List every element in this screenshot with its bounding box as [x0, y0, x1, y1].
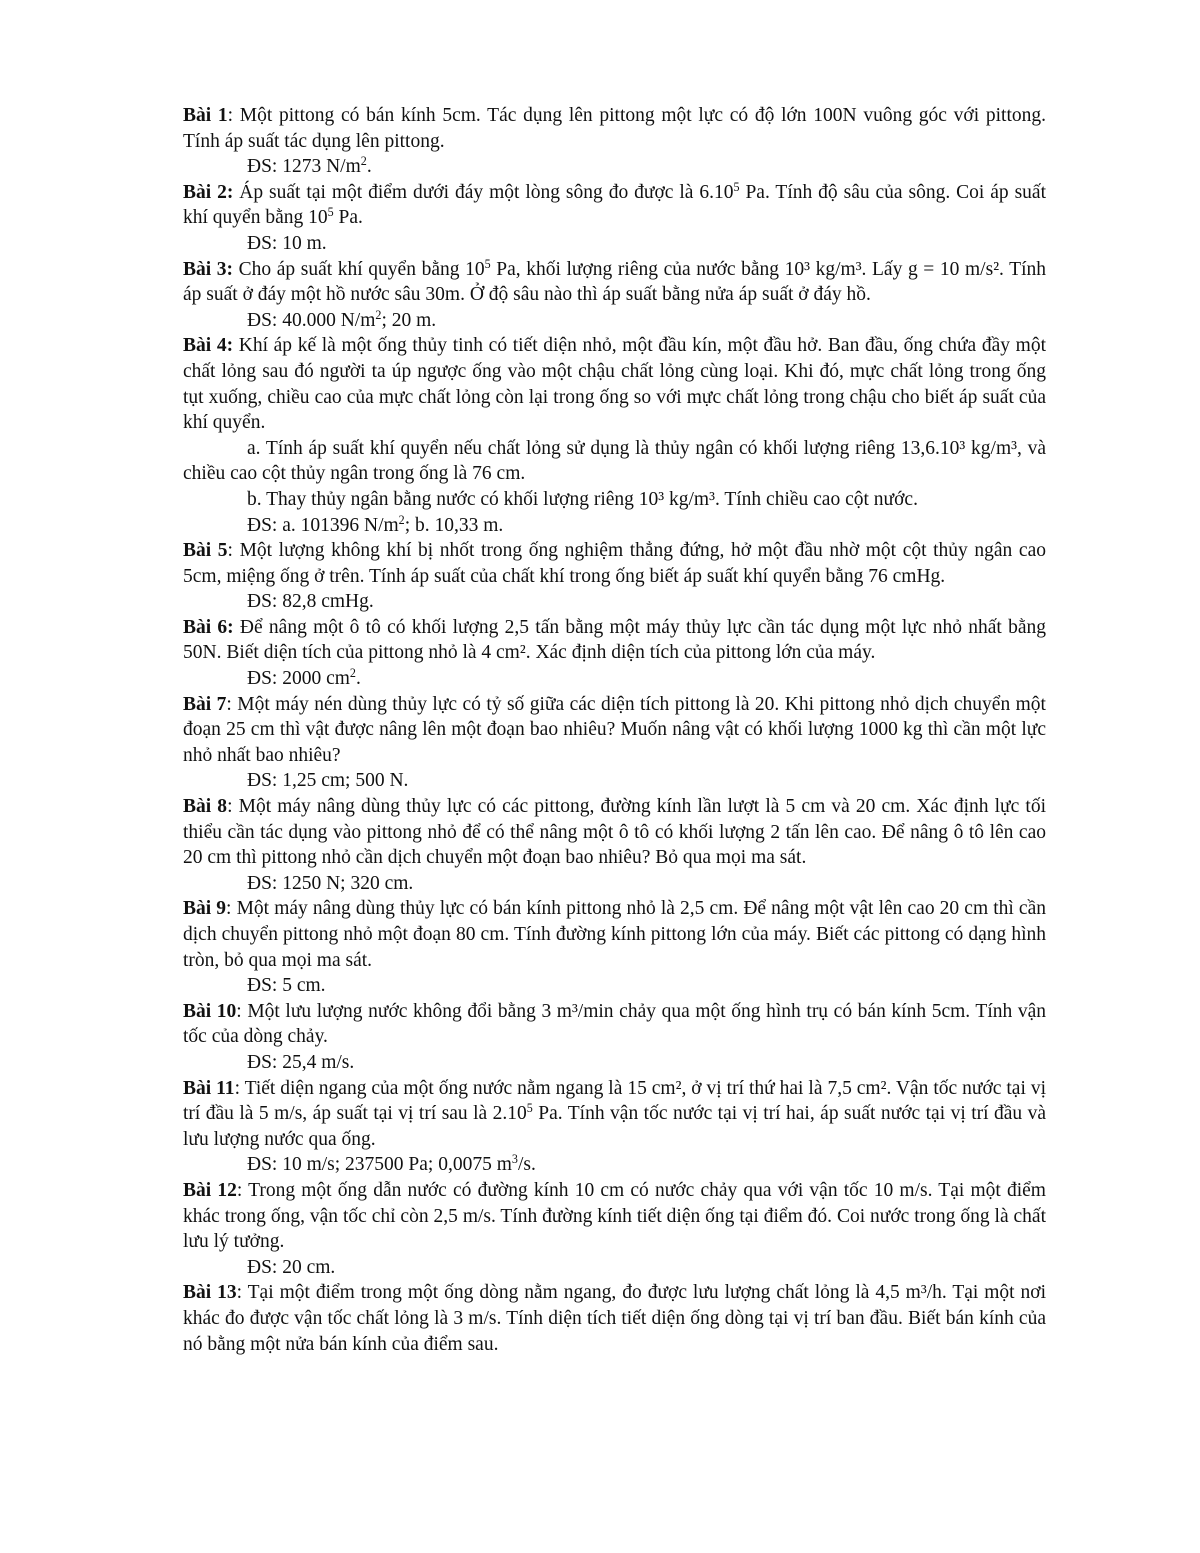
problem-block: [183, 692, 1046, 794]
problem-answer: ĐS: 40.000 $N/m^2$; 20 m.: [247, 307, 437, 331]
problem-label: Bài 3:: [183, 258, 234, 280]
problem-block: [183, 333, 1046, 538]
document-page: [183, 103, 1046, 1357]
problem-statement: [183, 1280, 1046, 1357]
problem-label-separator: :: [226, 693, 238, 715]
problem-label-separator: :: [227, 105, 240, 126]
problem-block: [183, 896, 1046, 998]
problem-answer: ĐS: 1,25 cm; 500 N.: [247, 770, 409, 792]
problem-answer: ĐS: 20 cm.: [247, 1256, 336, 1278]
problem-label: Bài 10: [183, 1000, 237, 1022]
problem-statement: [183, 692, 1046, 769]
problem-block: [183, 615, 1046, 692]
problem-label: Bài 8: [183, 796, 228, 818]
problem-block: [183, 794, 1046, 896]
problem-statement: [183, 538, 1046, 589]
problem-block: [183, 257, 1046, 334]
problem-block: [183, 103, 1046, 180]
problem-statement: [183, 1178, 1046, 1255]
problem-text: Khí áp kế là một ống thủy tinh có tiết diện nhỏ, một đầu kín, một đầu hở. Ban đầu, ống chứa đầy một chất lỏng sau đó người ta úp ngược ống vào một chậu chất lỏng cùng loại. Khi đó, mực chất lỏng trong ống tụt xuống, chiều cao của mực chất lỏng còn lại trong ống so với mực chất lỏng trong chậu cho biết áp suất của khí quyển.: [183, 335, 1046, 434]
problem-text: Tiết diện ngang của một ống nước nằm ngang là 15 cm², ở vị trí thứ hai là 7,5 cm². Vận tốc nước tại vị trí đầu là 5 m/s, áp suất tại vị trí sau là 2.10$^5$ Pa. Tính vận tốc nước tại vị trí hai, áp suất nước tại vị trí đầu và lưu lượng nước qua ống.: [183, 1077, 1046, 1150]
problem-label-separator: :: [226, 898, 237, 920]
problem-answer: ĐS: a. 101396 $N/m^2$; b. 10,33 m.: [247, 512, 504, 536]
problem-text: Một máy nâng dùng thủy lực có các pittong, đường kính lần lượt là 5 cm và 20 cm. Xác định lực tối thiểu cần tác dụng vào pittong nhỏ để có thể nâng một ô tô có khối lượng 2 tấn lên cao. Để nâng ô tô lên cao 20 cm thì pittong nhỏ cần dịch chuyển một đoạn bao nhiêu? Bỏ qua mọi ma sát.: [183, 796, 1046, 869]
problem-text: Cho áp suất khí quyển bằng $10^5$ Pa, khối lượng riêng của nước bằng 10³ kg/m³. Lấy g = 10 m/s². Tính áp suất ở đáy một hồ nước sâu 30m. Ở độ sâu nào thì áp suất bằng nửa áp suất ở đáy hồ.: [183, 256, 1046, 306]
problem-answer: ĐS: 82,8 cmHg.: [247, 591, 374, 613]
problem-statement: [183, 103, 1046, 154]
problem-label: Bài 4:: [183, 335, 234, 357]
problem-statement: [183, 257, 1046, 308]
problem-label-separator: :: [236, 1179, 249, 1201]
problem-text: Một pittong có bán kính 5cm. Tác dụng lên pittong một lực có độ lớn 100N vuông góc với pittong. Tính áp suất tác dụng lên pittong.: [183, 105, 1046, 152]
problem-label-separator: :: [236, 1000, 248, 1022]
problem-text: Một máy nén dùng thủy lực có tỷ số giữa các diện tích pittong là 20. Khi pittong nhỏ dịch chuyển một đoạn 25 cm thì vật được nâng lên một đoạn bao nhiêu? Muốn nâng vật có khối lượng 1000 kg thì cần một lực nhỏ nhất bao nhiêu?: [183, 693, 1046, 766]
problem-statement: [183, 1076, 1046, 1153]
problem-statement: [183, 794, 1046, 871]
problem-statement: [183, 333, 1046, 435]
problem-label-separator: :: [236, 1282, 248, 1304]
problem-label-separator: :: [227, 540, 240, 562]
problem-label: Bài 12: [183, 1179, 237, 1201]
problem-label-separator: [233, 259, 239, 280]
problem-text: Để nâng một ô tô có khối lượng 2,5 tấn bằng một máy thủy lực cần tác dụng một lực nhỏ nhất bằng 50N. Biết diện tích của pittong nhỏ là 4 cm². Xác định diện tích của pittong lớn của máy.: [183, 616, 1046, 664]
problem-answer: ĐS: 1250 N; 320 cm.: [247, 872, 414, 894]
problem-answer: ĐS: 2000 $cm^2$.: [247, 665, 361, 690]
problem-label: Bài 5: [183, 540, 228, 562]
problem-label-separator: :: [227, 796, 239, 818]
problem-label: Bài 1: [183, 105, 228, 126]
problem-answer: ĐS: 1273 $N/m^2$.: [247, 153, 372, 178]
problem-label: Bài 2:: [183, 181, 234, 203]
problem-block: [183, 999, 1046, 1076]
problem-label: Bài 9: [183, 898, 227, 920]
problem-text: Trong một ống dẫn nước có đường kính 10 cm có nước chảy qua với vận tốc 10 m/s. Tại một điểm khác trong ống, vận tốc chỉ còn 2,5 m/s. Tính đường kính tiết diện ống tại điểm đó. Coi nước trong ống là chất lưu lý tưởng.: [183, 1179, 1046, 1253]
problem-text: Một lưu lượng nước không đổi bằng 3 m³/min chảy qua một ống hình trụ có bán kính 5cm. Tính vận tốc của dòng chảy.: [183, 1000, 1046, 1048]
problem-statement: [183, 180, 1046, 231]
problem-text: Một máy nâng dùng thủy lực có bán kính pittong nhỏ là 2,5 cm. Để nâng một vật lên cao 20 cm thì cần dịch chuyển pittong nhỏ một đoạn 80 cm. Tính đường kính pittong lớn của máy. Biết các pittong có dạng hình tròn, bỏ qua mọi ma sát.: [183, 898, 1046, 971]
problem-text: Một lượng không khí bị nhốt trong ống nghiệm thẳng đứng, hở một đầu nhờ một cột thủy ngân cao 5cm, miệng ống ở trên. Tính áp suất của chất khí trong ống biết áp suất khí quyển bằng 76 cmHg.: [183, 540, 1046, 587]
problem-block: [183, 538, 1046, 615]
problem-label: Bài 11: [183, 1077, 235, 1099]
problem-statement: [183, 999, 1046, 1050]
problem-label: Bài 13: [183, 1282, 237, 1304]
problem-text: Áp suất tại một điểm dưới đáy một lòng sông đo được là 6.10$^5$ Pa. Tính độ sâu của sông. Coi áp suất khí quyển bằng $10^5$ Pa.: [183, 179, 1047, 229]
problem-block: [183, 180, 1046, 257]
problem-subquestion: a. Tính áp suất khí quyển nếu chất lỏng sử dụng là thủy ngân có khối lượng riêng 13,6.10³ kg/m³, và chiều cao cột thủy ngân trong ống là 76 cm.: [183, 437, 1046, 485]
problem-label: Bài 6:: [183, 616, 234, 638]
problem-label: Bài 7: [183, 693, 227, 715]
problem-answer: ĐS: 10 m.: [247, 232, 327, 254]
problem-block: [183, 1280, 1046, 1357]
problem-answer: ĐS: 10 m/s; 237500 Pa; 0,0075 $m^3/s$.: [247, 1152, 536, 1176]
problem-block: [183, 1076, 1046, 1178]
problem-answer: ĐS: 5 cm.: [247, 975, 326, 997]
problem-statement: [183, 615, 1046, 666]
problem-text: Tại một điểm trong một ống dòng nằm ngang, đo được lưu lượng chất lỏng là 4,5 m³/h. Tại một nơi khác đo được vận tốc chất lỏng là 3 m/s. Tính diện tích tiết diện ống dòng tại vị trí ban đầu. Biết bán kính của nó bằng một nửa bán kính của điểm sau.: [183, 1282, 1046, 1355]
problem-statement: [183, 896, 1046, 973]
problem-subquestion: b. Thay thủy ngân bằng nước có khối lượng riêng 10³ kg/m³. Tính chiều cao cột nước.: [247, 488, 918, 510]
problem-label-separator: :: [234, 1077, 245, 1099]
problem-block: [183, 1178, 1046, 1280]
problem-answer: ĐS: 25,4 m/s.: [247, 1051, 355, 1073]
